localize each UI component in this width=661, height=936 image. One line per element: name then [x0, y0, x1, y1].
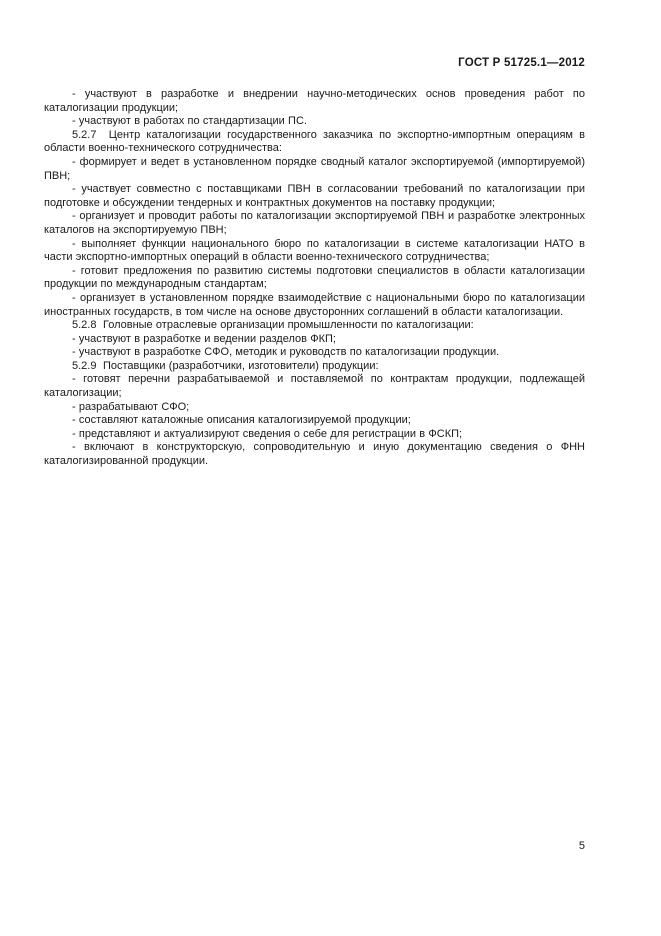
paragraph: - представляют и актуализируют сведения о себе для регистрации в ФСКП; [72, 427, 463, 440]
paragraph: - участвует совместно с поставщиками ПВН в согласовании требований по каталогизации при подготовке и обсуждении тендерных и контрактных документов на поставку продукции; [44, 183, 585, 209]
paragraph: - участвуют в разработке и ведении разделов ФКП; [72, 332, 336, 345]
paragraph: 5.2.8 Головные отраслевые организации промышленности по каталогизации: [72, 319, 474, 332]
page-number: 5 [578, 840, 585, 852]
document-body [44, 88, 585, 469]
paragraph: - выполняет функции национального бюро по каталогизации в системе каталогизации НАТО в части экспортно-импортных операций в области военно-технического сотрудничества; [44, 237, 585, 264]
paragraph: - участвуют в разработке СФО, методик и руководств по каталогизации продукции. [72, 346, 500, 359]
paragraph: - организует и проводит работы по каталогизации экспортируемой ПВН и разработке электронных каталогов на экспортируемую ПВН; [44, 210, 585, 236]
running-header: ГОСТ Р 51725.1—2012 [458, 57, 585, 69]
paragraph: - готовит предложения по развитию системы подготовки специалистов в области каталогизации продукции по международным стандартам; [44, 264, 585, 291]
paragraph: - составляют каталожные описания каталогизируемой продукции; [72, 414, 411, 427]
paragraph: - участвуют в разработке и внедрении научно-методических основ проведения работ по каталогизации продукции; [44, 88, 585, 114]
paragraph: - участвуют в работах по стандартизации ПС. [72, 115, 307, 128]
paragraph: - организует в установленном порядке взаимодействие с национальными бюро по каталогизации иностранных государств, в том числе на основе двусторонних соглашений в области каталогизации. [44, 291, 585, 318]
paragraph: - разрабатывают СФО; [72, 400, 190, 413]
paragraph: 5.2.7 Центр каталогизации государственного заказчика по экспортно-импортным операциям в области военно-технического сотрудничества: [44, 128, 585, 155]
paragraph: - формирует и ведет в установленном порядке сводный каталог экспортируемой (импортируемой) ПВН; [44, 155, 585, 182]
paragraph: - включают в конструкторскую, сопроводительную и иную документацию сведения о ФНН каталогизированной продукции. [44, 441, 585, 468]
paragraph: 5.2.9 Поставщики (разработчики, изготовители) продукции: [72, 359, 379, 372]
paragraph: - готовят перечни разрабатываемой и поставляемой по контрактам продукции, подлежащей каталогизации; [44, 373, 585, 400]
